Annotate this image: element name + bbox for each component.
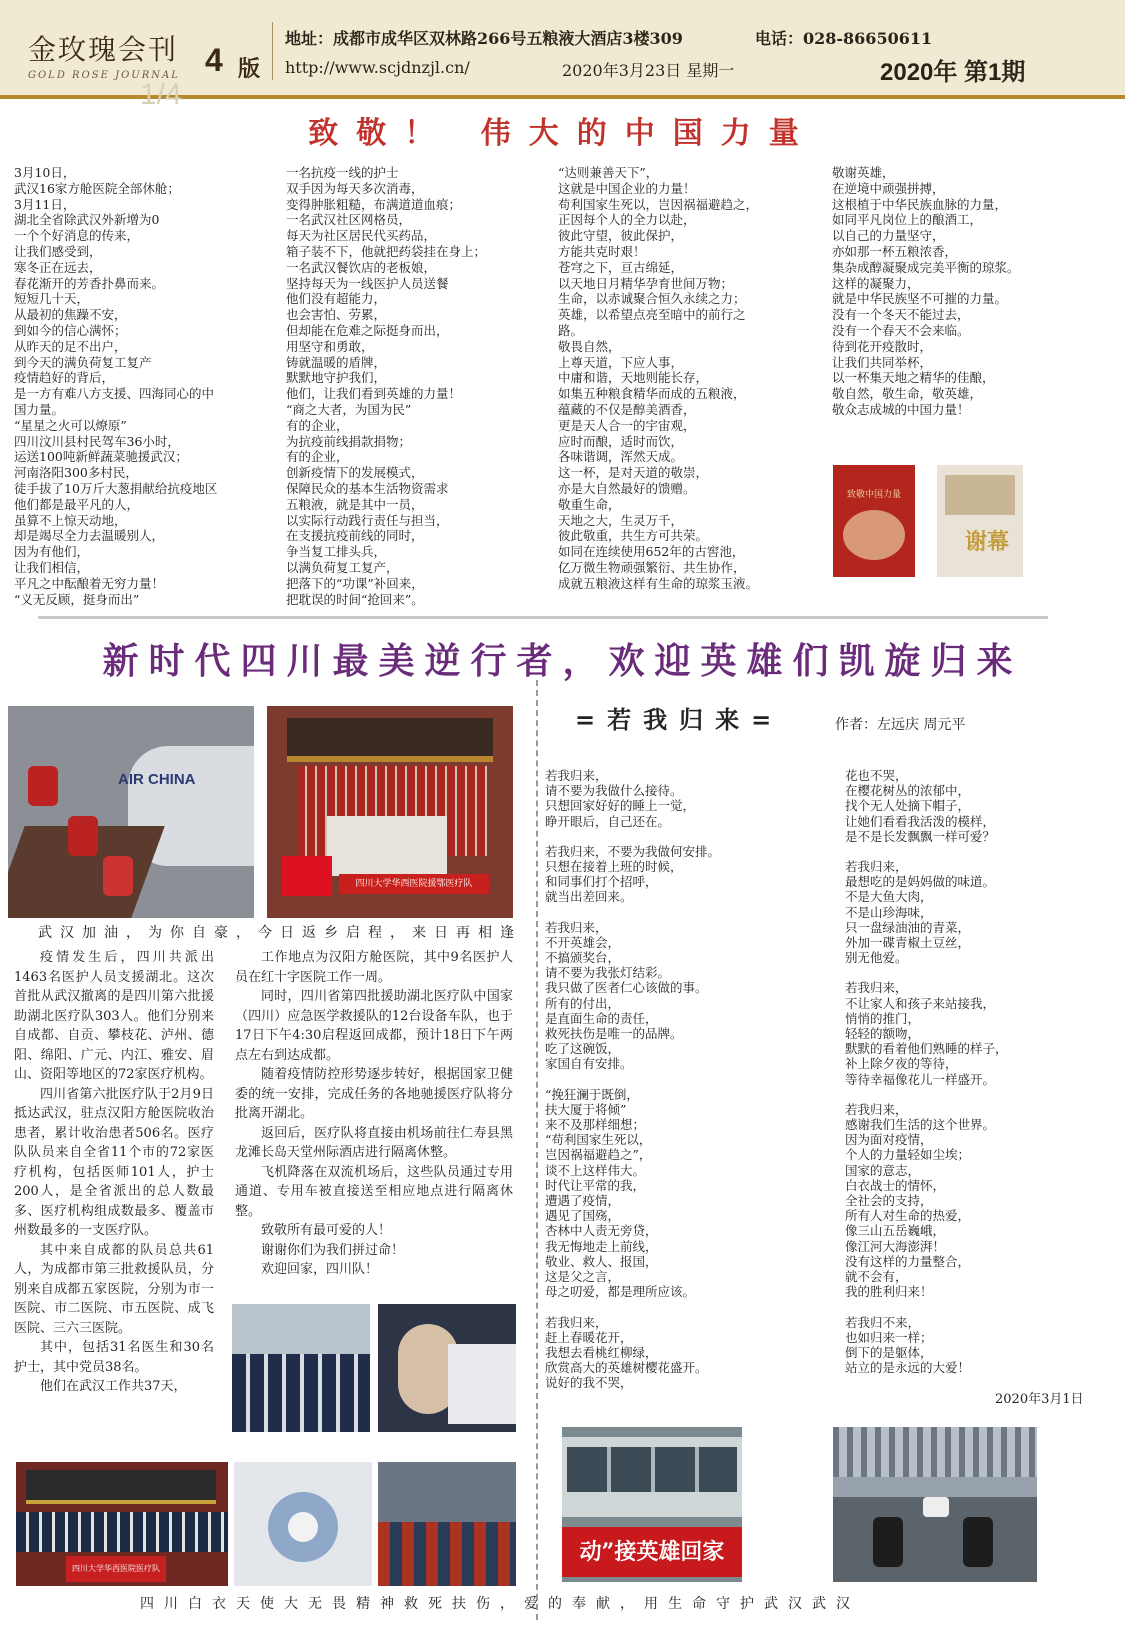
text-line: 应时而酿，适时而饮， [558,433,684,449]
text-line: 方能共克时艰！ [558,243,646,259]
plane-arrival-photo: AIR CHINA [8,706,254,918]
text-line: 以一杯集天地之精华的佳酿， [832,370,995,386]
stanza [545,920,830,1072]
poem-line: 像江河大海澎湃！ [845,1238,946,1254]
poem-line: 轻轻的额吻， [845,1026,921,1042]
poem-line: 请不要为我张灯结彩。 [545,965,671,981]
poem-line: 只想回家好好的睡上一觉， [545,798,696,814]
section1-column-1 [14,165,269,607]
paragraph: 随着疫情防控形势逐步转好，根据国家卫健委的统一安排，完成任务的各地驰援医疗队将分批离开湖北。 [235,1067,513,1121]
poem-line: 若我归来，不要为我做何安排。 [545,843,721,859]
poem-line: 我的胜利归来！ [845,1284,933,1300]
paragraph: 谢谢你们为我们拼过命！ [261,1242,405,1258]
text-line: 亦如那一杯五粮浓香， [832,243,958,259]
text-line: “义无反顾，挺身而出” [14,591,140,607]
poem-line: 不是山珍海味， [845,904,933,920]
poem-line: 若我归来， [845,1101,908,1117]
section1-column-2 [286,165,541,607]
masthead-logo: 金玫瑰会刊 [28,33,179,66]
paragraph: 飞机降落在双流机场后，这些队员通过专用通道、专用车被直接送至相应地点进行隔离休整。 [235,1164,513,1219]
text-line: 他们都是最平凡的人， [14,496,140,512]
poem-line: 若我归来， [545,1314,608,1330]
poem-line: 说好的我不哭， [545,1375,633,1391]
text-line: 敬重生命， [558,496,621,512]
address: 地址：成都市成华区双林路266号五粮液大酒店3楼309 [285,29,683,48]
text-line: 把落下的“功课”补回来， [286,575,424,591]
poem-line: 也如归来一样； [845,1329,933,1345]
poem-line: “挽狂澜于既倒， [545,1086,639,1102]
poem-line: 我无悔地走上前线， [545,1238,658,1254]
section1-title: 致敬！ 伟大的中国力量 [308,116,817,151]
text-line: 徒手拔了10万斤大葱捐献给抗疫地区 [14,480,218,496]
text-line: 箱子装不下，他就把药袋挂在身上； [286,243,487,259]
poem-line: 悄悄的推门， [845,1010,921,1026]
poem-line: 就当出差回来。 [545,889,633,905]
poem-right-column [845,768,1085,1390]
text-line: 运送100吨新鲜蔬菜驰援武汉； [14,449,188,465]
article-left-column [14,948,214,1397]
stanza [845,980,1085,1086]
text-line: 却是竭尽全力去温暖别人， [14,528,165,544]
venue-photo: 谢幕 [937,465,1023,577]
text-line: “星星之火可以燎原” [14,417,127,433]
paragraph: 四川省第六批医疗队于2月9日抵达武汉，驻点汉阳方舱医院收治患者，累计收治患者506名。医疗队队员来自全省11个市的72家医疗机构，包括医师101人，护士200人，是全省派出的总人数最多、医疗机构组成数最多、覆盖市州数最多的一支医疗队。 [14,1086,214,1238]
text-line: 如集五种粮食精华而成的五粮液， [558,386,746,402]
poem-line: 别无他爱。 [845,950,908,966]
text-line: 保障民众的基本生活物资需求 [286,480,449,496]
poem-line: 找个无人处摘下帽子， [845,798,971,814]
poem-line: 吃了这碗饭， [545,1041,621,1057]
text-line: 亿万微生物顽强繁衍、共生协作， [558,559,746,575]
text-line: 一名武汉社区网格员， [286,212,412,228]
text-line: 苍穹之下，亘古绵延， [558,259,684,275]
text-line: 以自己的力量坚守， [832,228,945,244]
text-line: 从最初的焦躁不安， [14,307,127,323]
poem-line: 和同事们打个招呼， [545,874,658,890]
text-line: 敬谢英雄， [832,165,895,180]
text-line: 3月10日， [14,165,76,180]
police-escort-photo [833,1427,1037,1582]
poem-line: 所有人对生命的热爱， [845,1208,971,1224]
text-line: 是一方有难八方支援、四海同心的中 [14,386,215,402]
paragraph: 他们在武汉工作共37天， [40,1379,187,1394]
poem-line: 救死扶伤是唯一的品牌。 [545,1026,683,1042]
text-line: 这根植于中华民族血脉的力量， [832,196,1008,212]
paragraph: 同时，四川省第四批援助湖北医疗队中国家（四川）应急医学救援队的12台设备车队，也于17日下午4:30启程返回成都，预计18日下午两点左右到达成都。 [235,989,513,1063]
issue-number: 2020年 第1期 [880,59,1026,86]
poem-line: 没有这样的力量整合， [845,1253,971,1269]
text-line: 以天地日月精华孕育世间万物； [558,275,734,291]
publish-date: 2020年3月23日 星期一 [562,61,735,80]
nurse-portrait-photo [378,1304,516,1432]
text-line: 为抗疫前线捐款捐物； [286,433,412,449]
header-divider [272,22,273,80]
text-line: 敬畏自然， [558,338,621,354]
poem-line: 若我归来， [845,980,908,996]
poem-line: 时代让平常的我， [545,1177,646,1193]
stanza [545,1315,830,1391]
text-line: 因为有他们， [14,544,90,560]
text-line: “商之大者，为国为民” [286,401,412,417]
poem-line: 个人的力量轻如尘埃； [845,1147,971,1163]
text-line: 如同在连续使用652年的古窖池， [558,544,745,560]
poem-line: 补上除夕夜的等待， [845,1056,958,1072]
section-divider [38,616,1048,619]
bottom-caption: 四川白衣天使大无畏精神救死扶伤，爱的奉献，用生命守护武汉武汉 [140,1596,860,1612]
paragraph: 欢迎回家，四川队！ [261,1262,379,1277]
poem-line: 是不是长发飘飘一样可爱？ [845,828,996,844]
text-line: 平凡之中酝酿着无穷力量！ [14,575,165,591]
poem-line: 让她们看看我活泼的模样， [845,813,996,829]
page-watermark: 1/4 [140,78,182,111]
poem-line: 所有的付出， [545,995,621,1011]
hospital-team-banner-photo: 四川大学华西医院医疗队 [16,1462,228,1586]
poem-line: 不搞颁奖台， [545,950,621,966]
text-line: 有的企业， [286,449,349,465]
article-right-column [235,948,513,1280]
stanza [545,768,830,829]
poem-line: 不让家人和孩子来站接我， [845,995,996,1011]
text-line: 变得肿胀粗糙，布满道道血痕； [286,196,462,212]
poem-line: 母之叨爱，都是理所应该。 [545,1284,696,1300]
text-line: 成就五粮液这样有生命的琼浆玉液。 [558,575,759,591]
text-line: 争当复工排头兵， [286,544,387,560]
text-line: 五粮液，就是其中一员， [286,496,424,512]
masthead-logo-subtitle: GOLD ROSE JOURNAL [28,70,180,81]
text-line: 默默地守护我们， [286,370,387,386]
text-line: 上尊天道，下应人事， [558,354,684,370]
paragraph: 其中来自成都的队员总共61人，为成都市第三批救援队员，分别来自成都五家医院，分别为市一医院、市二医院、市五医院、成飞医院、三六三医院。 [14,1242,214,1336]
page-label: 版 [238,56,261,82]
poem-title: =若我归来= [575,705,784,734]
text-line: 铸就温暖的盾牌， [286,354,387,370]
poem-line: 若我归来， [845,859,908,875]
text-line: 让我们相信， [14,559,90,575]
poem-line: 家国自有安排。 [545,1056,633,1072]
poem-line: 我想去看桃红柳绿， [545,1344,658,1360]
text-line: 四川汶川县村民驾车36小时， [14,433,180,449]
section1-column-4 [832,165,1062,418]
poem-line: 不是大鱼大肉， [845,889,933,905]
team-group-photo [232,1304,370,1432]
text-line: 这就是中国企业的力量！ [558,180,696,196]
photo-caption: 武汉加油，为你自豪，今日返乡启程，来日再相逢 [38,925,522,941]
text-line: 蕴藏的不仅是醇美酒香， [558,401,696,417]
poem-line: 若我归来， [545,768,608,783]
section2-title: 新时代四川最美逆行者，欢迎英雄们凯旋归来 [102,640,1023,682]
text-line: 疫情趋好的背后， [14,370,115,386]
stanza [845,768,1085,844]
poem-line: 遇见了国殇， [545,1208,621,1224]
paragraph: 其中，包括31名医生和30名护士，其中党员38名。 [14,1340,214,1375]
text-line: 让我们共同举杯， [832,354,933,370]
text-line: 一个个好消息的传来， [14,228,140,244]
text-line: 到如今的信心满怀； [14,322,127,338]
column-divider [536,680,539,1620]
phone: 电话：028-86650611 [755,29,933,48]
text-line: 春花渐开的芳香扑鼻而来。 [14,275,165,291]
stanza [845,1102,1085,1300]
paragraph: 疫情发生后，四川共派出1463名医护人员支援湖北。这次首批从武汉撤离的是四川第六批援助湖北医疗队303人。他们分别来自成都、自贡、攀枝花、泸州、德阳、绵阳、广元、内江、雅安、眉山、资阳等地区的72家医疗机构。 [14,950,214,1082]
poem-line: 岂因祸福避趋之”， [545,1147,652,1163]
text-line: 没有一个冬天不能过去， [832,307,970,323]
text-line: 亦是大自然最好的馈赠。 [558,480,696,496]
text-line: 中庸和谐，天地则能长存， [558,370,709,386]
text-line: 彼此守望，彼此保护， [558,228,684,244]
stanza [545,1087,830,1300]
poem-line: 只一盘绿油油的青菜， [845,919,971,935]
poem-line: 白衣战士的情怀， [845,1177,946,1193]
page-number: 4 [205,42,223,78]
poem-line: 遭遇了疫情， [545,1193,621,1209]
text-line: 双手因为每天多次消毒， [286,180,424,196]
poem-line: 等待幸福像花儿一样盛开。 [845,1071,996,1087]
text-line: 如同平凡岗位上的酿酒工， [832,212,983,228]
paragraph: 返回后，医疗队将直接由机场前往仁寿县黑龙滩长岛天堂州际酒店进行隔离休整。 [235,1125,513,1160]
poem-line: 就不会有， [845,1269,908,1285]
text-line: 集杂成醇凝聚成完美平衡的琼浆。 [832,259,1020,275]
poem-line: 外加一碟青椒土豆丝， [845,935,971,951]
text-line: 他们没有超能力， [286,291,387,307]
poem-line: 国家的意志， [845,1162,921,1178]
text-line: 苟利国家生死以，岂因祸福避趋之， [558,196,759,212]
text-line: 把耽误的时间“抢回来”。 [286,591,424,607]
poem-author: 作者：左远庆 周元平 [835,717,966,733]
bus-welcome-photo: 动”接英雄回家 [562,1427,742,1582]
poem-line: 站立的是永远的大爱！ [845,1360,971,1376]
text-line: 英雄，以希望点亮至暗中的前行之 [558,307,746,323]
paragraph: 工作地点为汉阳方舱医院，其中9名医护人员在红十字医院工作一周。 [235,950,513,985]
poem-line: 敬业、救人、报国， [545,1253,658,1269]
poem-line: 若我归来， [545,919,608,935]
poem-date: 2020年3月1日 [995,1392,1084,1407]
text-line: 这一杯，是对天道的敬崇， [558,465,709,481]
departure-crowd-photo [378,1462,516,1586]
text-line: 以满负荷复工复产， [286,559,399,575]
text-line: 路。 [558,322,584,338]
text-line: 没有一个春天不会来临。 [832,322,970,338]
poem-line: 在樱花树丛的浓郁中， [845,783,971,799]
paragraph: 致敬所有最可爱的人！ [261,1223,392,1238]
website-url: http://www.scjdnzjl.cn/ [285,58,470,77]
poem-line: 杏林中人责无旁贷， [545,1223,658,1239]
poem-line: 欣赏高大的英雄树樱花盛开。 [545,1360,708,1376]
text-line: 让我们感受到， [14,243,102,259]
hands-together-photo [234,1462,372,1586]
poem-line: 感谢我们生活的这个世界。 [845,1117,996,1133]
section1-column-3 [558,165,808,592]
text-line: 3月11日， [14,196,76,212]
poem-line: 扶大厦于将倾” [545,1101,627,1117]
text-line: 从昨天的足不出户， [14,338,127,354]
text-line: 敬自然，敬生命，敬英雄， [832,386,983,402]
poem-line: 只想在接着上班的时候， [545,859,683,875]
text-line: 以实际行动践行责任与担当， [286,512,449,528]
poem-line: 不开英雄会， [545,934,621,950]
poem-line: 倒下的是躯体， [845,1344,933,1360]
text-line: 在逆境中顽强拼搏， [832,180,945,196]
text-line: 就是中华民族坚不可摧的力量。 [832,291,1008,307]
text-line: 天地之大，生灵万千， [558,512,684,528]
poem-line: 全社会的支持， [845,1193,933,1209]
text-line: 但却能在危难之际挺身而出， [286,322,449,338]
poem-line: 若我归不来， [845,1314,921,1330]
stanza [845,859,1085,965]
text-line: 到今天的满负荷复工复产 [14,354,152,370]
text-line: 虽算不上惊天动地， [14,512,127,528]
text-line: 用坚守和勇敢， [286,338,374,354]
poem-line: 赶上春暖花开， [545,1329,633,1345]
tribute-poster-image: 致敬中国力量 [833,465,915,577]
poem-line: 最想吃的是妈妈做的味道。 [845,874,996,890]
text-line: 湖北全省除武汉外新增为0 [14,212,160,228]
poem-line: 谈不上这样伟大。 [545,1162,646,1178]
poem-line: “苟利国家生死以， [545,1132,652,1148]
stanza [545,844,830,905]
text-line: “达则兼善天下”， [558,165,659,180]
team-on-steps-photo: 四川大学华西医院援鄂医疗队 [267,706,513,918]
text-line: 这样的凝聚力， [832,275,920,291]
text-line: 武汉16家方舱医院全部休舱； [14,180,180,196]
text-line: 有的企业， [286,417,349,433]
stanza [845,1315,1085,1376]
text-line: 彼此敬重，共生方可共荣。 [558,528,709,544]
text-line: 敬众志成城的中国力量！ [832,401,970,417]
text-line: 河南洛阳300多村民， [14,465,138,481]
text-line: 每天为社区居民代买药品， [286,228,437,244]
text-line: 他们，让我们看到英雄的力量！ [286,386,462,402]
poem-line: 我只做了医者仁心该做的事。 [545,980,708,996]
poem-line: 请不要为我做什么接待。 [545,783,683,799]
text-line: 各味谐调，浑然天成。 [558,449,684,465]
text-line: 坚持每天为一线医护人员送餐 [286,275,449,291]
text-line: 更是天人合一的宇宙观， [558,417,696,433]
poem-line: 来不及那样细想； [545,1117,646,1133]
poem-line: 默默的看着他们熟睡的样子， [845,1041,1008,1057]
poem-line: 因为面对疫情， [845,1132,933,1148]
text-line: 在支援抗疫前线的同时， [286,528,424,544]
poem-line: 睁开眼后，自己还在。 [545,813,671,829]
text-line: 正因每个人的全力以赴， [558,212,696,228]
text-line: 一名抗疫一线的护士 [286,165,399,180]
text-line: 国力量。 [14,401,65,417]
text-line: 也会害怕、劳累， [286,307,387,323]
poem-left-column [545,768,830,1406]
poem-line: 像三山五岳巍峨， [845,1223,946,1239]
poem-line: 是直面生命的责任， [545,1010,658,1026]
text-line: 生命，以赤诚聚合恒久永续之力； [558,291,746,307]
text-line: 待到花开疫散时， [832,338,933,354]
text-line: 一名武汉餐饮店的老板娘， [286,259,437,275]
poem-line: 花也不哭， [845,768,908,783]
text-line: 创新疫情下的发展模式， [286,465,424,481]
text-line: 寒冬正在远去， [14,259,102,275]
poem-line: 这是父之言， [545,1269,621,1285]
text-line: 短短几十天， [14,291,90,307]
